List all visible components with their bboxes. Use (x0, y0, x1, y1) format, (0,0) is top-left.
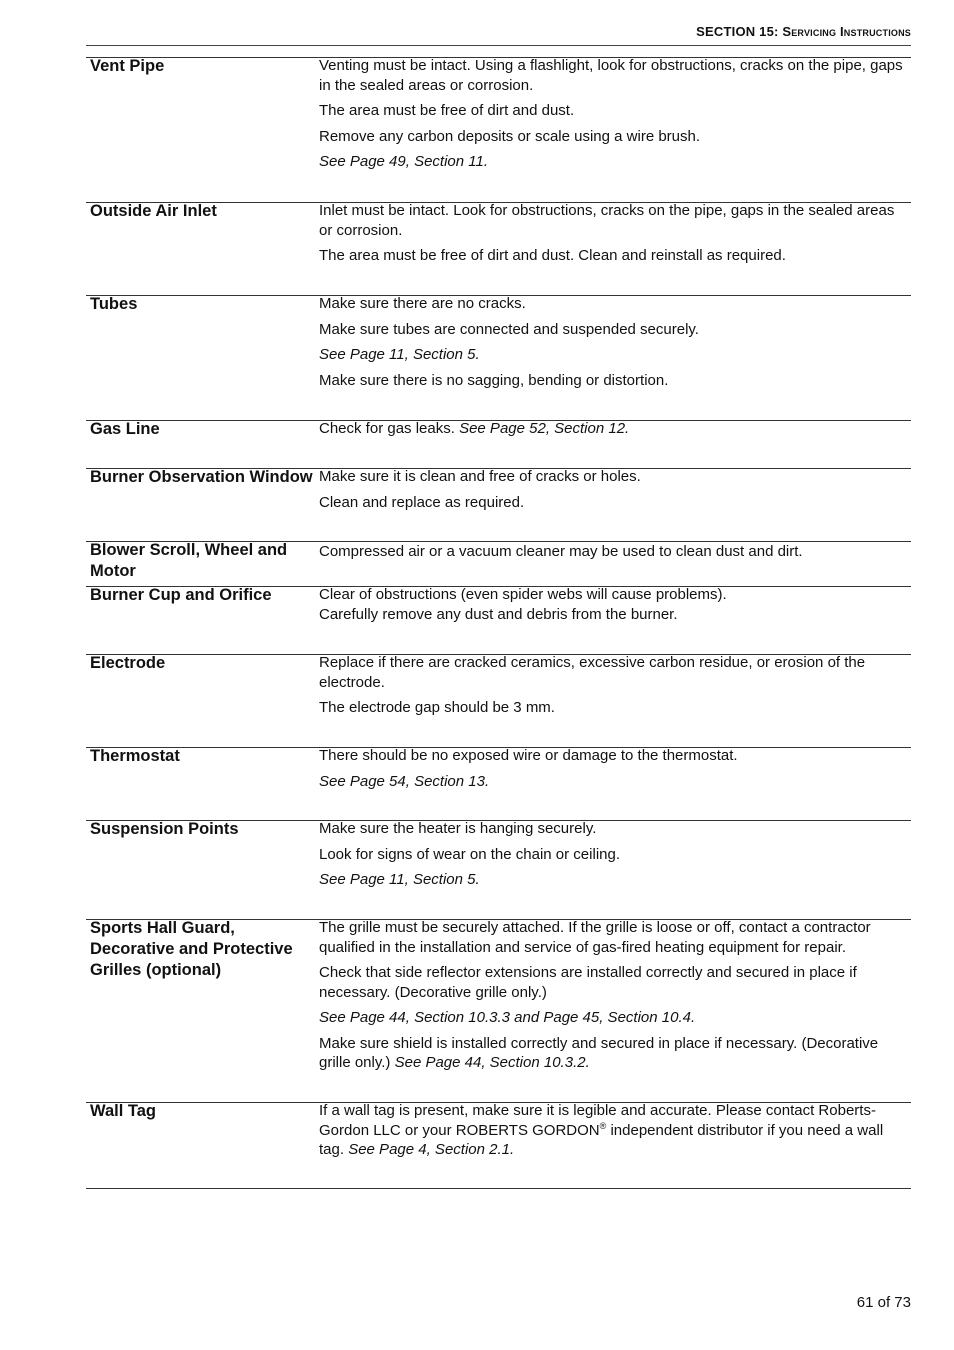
row-label: Tubes (90, 295, 138, 313)
table-row (86, 202, 911, 264)
desc-line: Clean and replace as required. (319, 493, 525, 511)
table-row (86, 1102, 911, 1158)
desc-line: Check that side reflector extensions are installed correctly and secured in place if necessary. (Decorative grille only.) (319, 964, 857, 1001)
section-header (86, 24, 911, 46)
section-title: Servicing Instructions (782, 24, 911, 39)
page-reference: See Page 11, Section 5. (319, 871, 480, 888)
page-reference: See Page 52, Section 12. (459, 420, 630, 437)
desc-line: Inlet must be intact. Look for obstructions, cracks on the pipe, gaps in the sealed areas or corrosion. (319, 202, 895, 239)
page-reference: See Page 4, Section 2.1. (348, 1141, 515, 1158)
row-description (319, 585, 911, 630)
page-reference: See Page 44, Section 10.3.3 and Page 45, Section 10.4. (319, 1009, 696, 1026)
row-description (319, 56, 911, 178)
desc-line: If a wall tag is present, make sure it is legible and accurate. Please contact Roberts-Gordon LLC or your ROBERTS GORDON (319, 1102, 876, 1139)
desc-line: Venting must be intact. Using a flashlight, look for obstructions, cracks on the pipe, gaps in the sealed areas or corrosion. (319, 57, 903, 94)
desc-line: Clear of obstructions (even spider webs will cause problems). (319, 586, 727, 603)
row-label: Electrode (90, 654, 166, 672)
row-label: Burner Observation Window (90, 468, 313, 486)
row-label: Sports Hall Guard, Decorative and Protective Grilles (optional) (90, 919, 293, 979)
desc-line: Make sure the heater is hanging securely. (319, 820, 597, 837)
table-row (86, 654, 911, 716)
section-prefix: SECTION 15: (696, 24, 783, 39)
row-description (319, 419, 911, 445)
desc-line: The area must be free of dirt and dust. Clean and reinstall as required. (319, 247, 786, 264)
row-description (319, 542, 911, 568)
page-reference: See Page 11, Section 5. (319, 346, 480, 363)
row-label: Suspension Points (90, 820, 239, 838)
table-row (86, 420, 911, 438)
row-label: Outside Air Inlet (90, 202, 217, 220)
row-description (319, 467, 911, 518)
table-row (86, 820, 911, 888)
desc-line: There should be no exposed wire or damage to the thermostat. (319, 747, 738, 764)
row-description (319, 201, 911, 272)
table-row (86, 919, 911, 1071)
desc-line: Remove any carbon deposits or scale using a wire brush. (319, 127, 701, 145)
row-description (319, 294, 911, 396)
page-reference: See Page 44, Section 10.3.2. (394, 1054, 590, 1071)
desc-line: Replace if there are cracked ceramics, excessive carbon residue, or erosion of the electrode. (319, 654, 866, 691)
desc-line: Look for signs of wear on the chain or ceiling. (319, 845, 621, 863)
page-number: 61 of 73 (856, 1294, 911, 1311)
row-description (319, 653, 911, 724)
row-label: Vent Pipe (90, 57, 165, 75)
desc-line: Make sure there is no sagging, bending or distortion. (319, 371, 669, 389)
page-reference: See Page 54, Section 13. (319, 772, 490, 790)
row-description (319, 918, 911, 1079)
row-label: Burner Cup and Orifice (90, 586, 272, 604)
desc-line: Make sure tubes are connected and suspended securely. (319, 320, 699, 338)
row-label: Blower Scroll, Wheel and Motor (90, 541, 288, 580)
table-row (86, 747, 911, 790)
desc-line: The grille must be securely attached. If the grille is loose or off, contact a contractor qualified in the installation and service of gas-fired heating equipment for repair. (319, 919, 871, 956)
row-description (319, 1101, 911, 1166)
table-row (86, 57, 911, 170)
page-reference: See Page 49, Section 11. (319, 153, 489, 170)
row-label: Gas Line (90, 420, 160, 438)
bottom-rule (86, 1188, 911, 1189)
desc-line: Make sure it is clean and free of cracks or holes. (319, 468, 641, 485)
row-description (319, 746, 911, 797)
desc-line: Compressed air or a vacuum cleaner may be used to clean dust and dirt. (319, 543, 803, 560)
registered-mark: ® (599, 1120, 607, 1131)
table-row (86, 541, 911, 580)
desc-line: independent distributor if you need a wall tag. (319, 1121, 884, 1158)
desc-line: The area must be free of dirt and dust. (319, 102, 575, 119)
row-label: Thermostat (90, 747, 180, 765)
row-description (319, 819, 911, 896)
table-row (86, 586, 911, 623)
desc-line: The electrode gap should be 3 mm. (319, 699, 555, 716)
row-label: Wall Tag (90, 1102, 156, 1120)
table-row (86, 468, 911, 511)
table-row (86, 295, 911, 389)
desc-line: Carefully remove any dust and debris from the burner. (319, 605, 678, 623)
desc-line: Make sure shield is installed correctly and secured in place if necessary. (Decorative grille only.) (319, 1034, 879, 1071)
desc-line: Check for gas leaks. (319, 420, 455, 437)
desc-line: Make sure there are no cracks. (319, 295, 526, 312)
